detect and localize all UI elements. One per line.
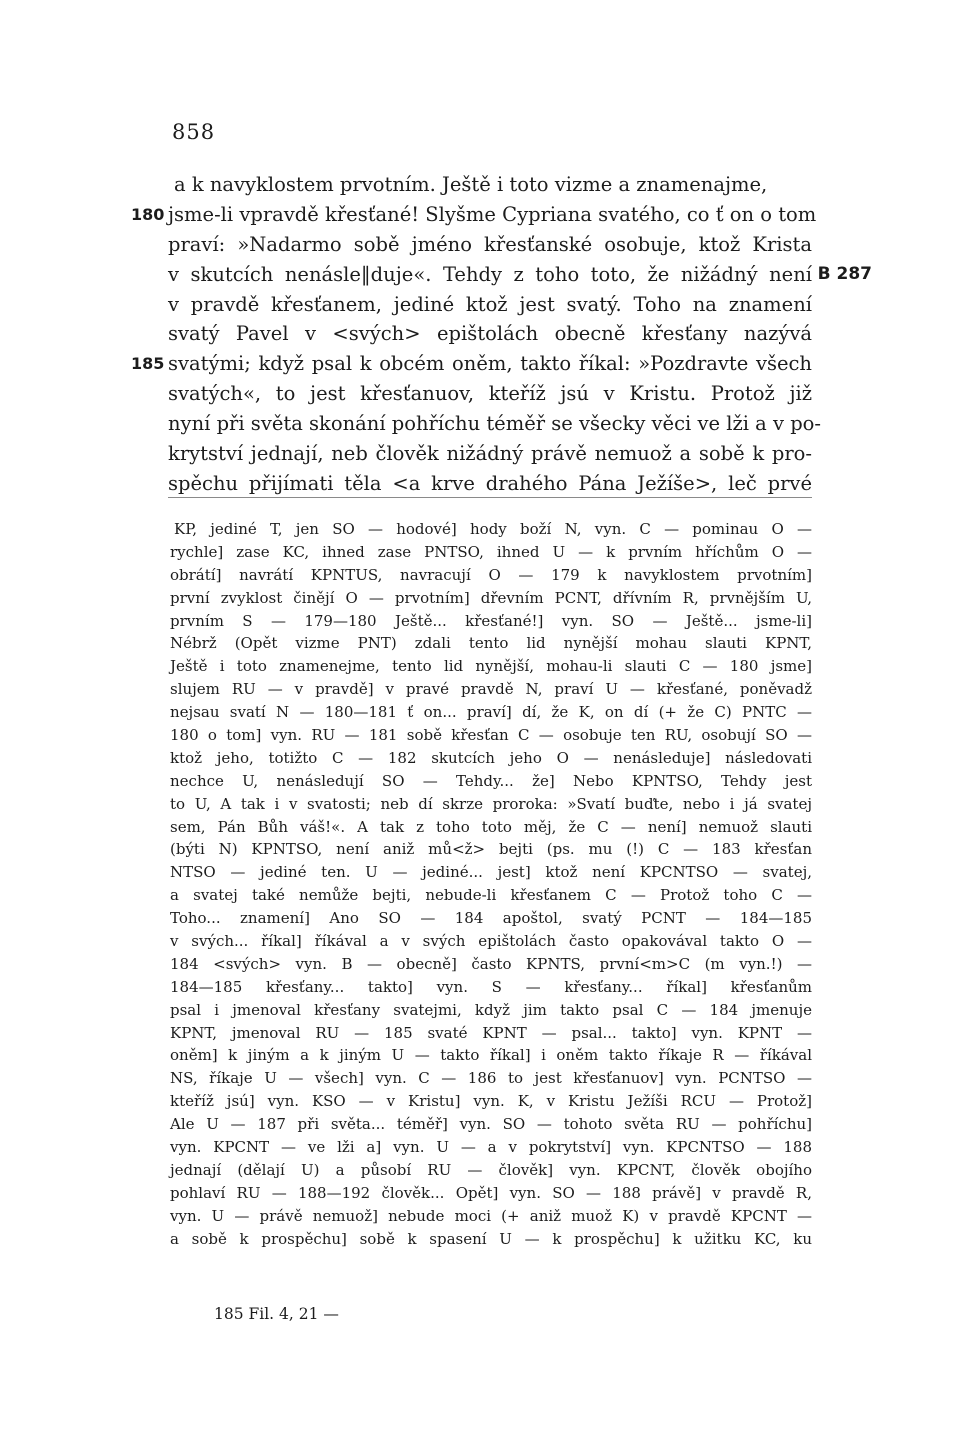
main-text-line [168, 439, 812, 469]
line-text: nyní při světa skonání pohříchu téměř se všecky věci ve lži a v po- [168, 412, 822, 436]
line-text: a k navyklostem prvotním. Ještě i toto vizme a znamenajme, [174, 173, 768, 196]
line-text: svatých«, to jest křesťanuov, kteříž jsú v Kristu. Protož již [168, 382, 812, 406]
apparatus-line: to U, A tak i v svatosti; neb dí skrze proroka: »Svatí buďte, nebo i já svatej [170, 794, 812, 813]
apparatus-line: a sobě k prospěchu] sobě k spasení U — k prospěchu] k užitku KC, ku [170, 1229, 812, 1248]
main-text-line [131, 349, 812, 379]
apparatus-line: vyn. U — právě nemuož] nebude moci (+ aniž muož K) v pravdě KPCNT — [170, 1206, 812, 1225]
line-text: svatý Pavel v <svých> epištolách obecně křesťany nazývá [168, 322, 812, 346]
apparatus-line: KPNT, jmenoval RU — 185 svaté KPNT — psal... takto] vyn. KPNT — [170, 1023, 812, 1042]
apparatus-line: psal i jmenoval křesťany svatejmi, když jim takto psal C — 184 jmenuje [170, 1000, 812, 1019]
apparatus-line: prvním S — 179—180 Ještě... křesťané!] vyn. SO — Ještě... jsme-li] [170, 611, 812, 630]
apparatus-line: Toho... znamení] Ano SO — 184 apoštol, svatý PCNT — 184—185 [170, 909, 812, 928]
apparatus-line: slujem RU — v pravdě] v pravé pravdě N, praví U — křesťané, poněvadž [170, 680, 812, 699]
main-text-line [168, 409, 822, 439]
main-text-line [168, 290, 812, 320]
line-text: krytství jednají, neb člověk nižádný právě nemuož a sobě k pro- [168, 442, 812, 466]
apparatus-line: NTSO — jediné ten. U — jediné... jest] ktož není KPCNTSO — svatej, [170, 863, 812, 882]
apparatus-line: (býti N) KPNTSO, není aniž mů<ž> bejti (ps. mu (!) C — 183 křesťan [170, 840, 812, 859]
apparatus-line: 184 <svých> vyn. B — obecně] často KPNTS, první<m>C (m vyn.!) — [170, 954, 812, 973]
line-text: spěchu přijímati těla <a krve drahého Pána Ježíše>, leč prvé [168, 471, 812, 495]
apparatus-line: oněm] k jiným a k jiným U — takto říkal] i oněm takto říkaje R — říkával [170, 1046, 812, 1065]
main-text-line [168, 319, 812, 349]
source-footnote: 185 Fil. 4, 21 — [214, 1305, 339, 1323]
apparatus-line: 184—185 křesťany... takto] vyn. S — křesťany... říkal] křesťanům [170, 977, 812, 996]
apparatus-line: kteříž jsú] vyn. KSO — v Kristu] vyn. K, v Kristu Ježíši RCU — Protož] [170, 1092, 812, 1111]
manuscript-folio-marker: B 287 [817, 263, 872, 284]
apparatus-line: KP, jediné T, jen SO — hodové] hody boží N, vyn. C — pominau O — [174, 520, 812, 538]
apparatus-line: obrátí] navrátí KPNTUS, navracují O — 179 k navyklostem prvotním] [170, 565, 812, 584]
apparatus-line: jednají (dělají U) a působí RU — člověk] vyn. KPCNT, člověk obojího [170, 1160, 812, 1179]
apparatus-line: ktož jeho, totižto C — 182 skutcích jeho O — nenásleduje] následovati [170, 748, 812, 767]
main-text-line [168, 469, 812, 499]
apparatus-line: Ale U — 187 při světa... téměř] vyn. SO — tohoto světa RU — pohříchu] [170, 1115, 812, 1134]
apparatus-line: první zvyklost činějí O — prvotním] dřevním PCNT, dřívním R, prvnějším U, [170, 588, 812, 607]
main-text-line [168, 170, 812, 200]
line-text: v skutcích nenásle‖duje«. Tehdy z toho toto, že nižádný není [168, 262, 812, 286]
main-text [131, 170, 872, 499]
main-text-line [168, 260, 872, 290]
apparatus-line: a svatej také nemůže bejti, nebude-li křesťanem C — Protož toho C — [170, 886, 812, 905]
apparatus-line: nechce U, nenásledují SO — Tehdy... že] Nebo KPNTSO, Tehdy jest [170, 771, 812, 790]
main-text-line [131, 200, 817, 230]
apparatus-line: v svých... říkal] říkával a v svých epištolách často opakovával takto O — [170, 932, 812, 951]
main-text-line [168, 379, 812, 409]
apparatus-line: rychle] zase KC, ihned zase PNTSO, ihned U — k prvním hříchům O — [170, 542, 812, 561]
page-number: 858 [172, 120, 216, 144]
line-text: praví: »Nadarmo sobě jméno křesťanské osobuje, ktož Krista [168, 232, 812, 256]
line-text: svatými; když psal k obcém oněm, takto říkal: »Pozdravte všech [168, 352, 812, 376]
apparatus-line: NS, říkaje U — všech] vyn. C — 186 to jest křesťanuov] vyn. PCNTSO — [170, 1069, 812, 1088]
apparatus-line: 180 o tom] vyn. RU — 181 sobě křesťan C — osobuje ten RU, osobují SO — [170, 726, 812, 745]
apparatus-line: pohlaví RU — 188—192 člověk... Opět] vyn. SO — 188 právě] v pravdě R, [170, 1183, 812, 1202]
line-number-marker: 185 [131, 354, 165, 374]
line-number-marker: 180 [131, 204, 165, 224]
line-text: v pravdě křesťanem, jediné ktož jest svatý. Toho na znamení [168, 292, 812, 316]
apparatus-line: vyn. KPCNT — ve lži a] vyn. U — a v pokrytství] vyn. KPCNTSO — 188 [170, 1138, 812, 1157]
apparatus-divider [168, 497, 812, 498]
apparatus-line: nejsau svatí N — 180—181 ť on... praví] dí, že K, on dí (+ že C) PNTC — [170, 703, 812, 722]
main-text-line [168, 230, 812, 260]
critical-apparatus [170, 518, 812, 1251]
apparatus-line: Ještě i toto znamenejme, tento lid nynější, mohau-li slauti C — 180 jsme] [170, 657, 812, 676]
apparatus-line: sem, Pán Bůh váš!«. A tak z toho toto měj, že C — není] nemuož slauti [170, 817, 812, 836]
apparatus-line: Nébrž (Opět vizme PNT) zdali tento lid nynější mohau slauti KPNT, [170, 634, 812, 653]
line-text: jsme-li vpravdě křesťané! Slyšme Cypriana svatého, co ť on o tom [168, 202, 817, 226]
